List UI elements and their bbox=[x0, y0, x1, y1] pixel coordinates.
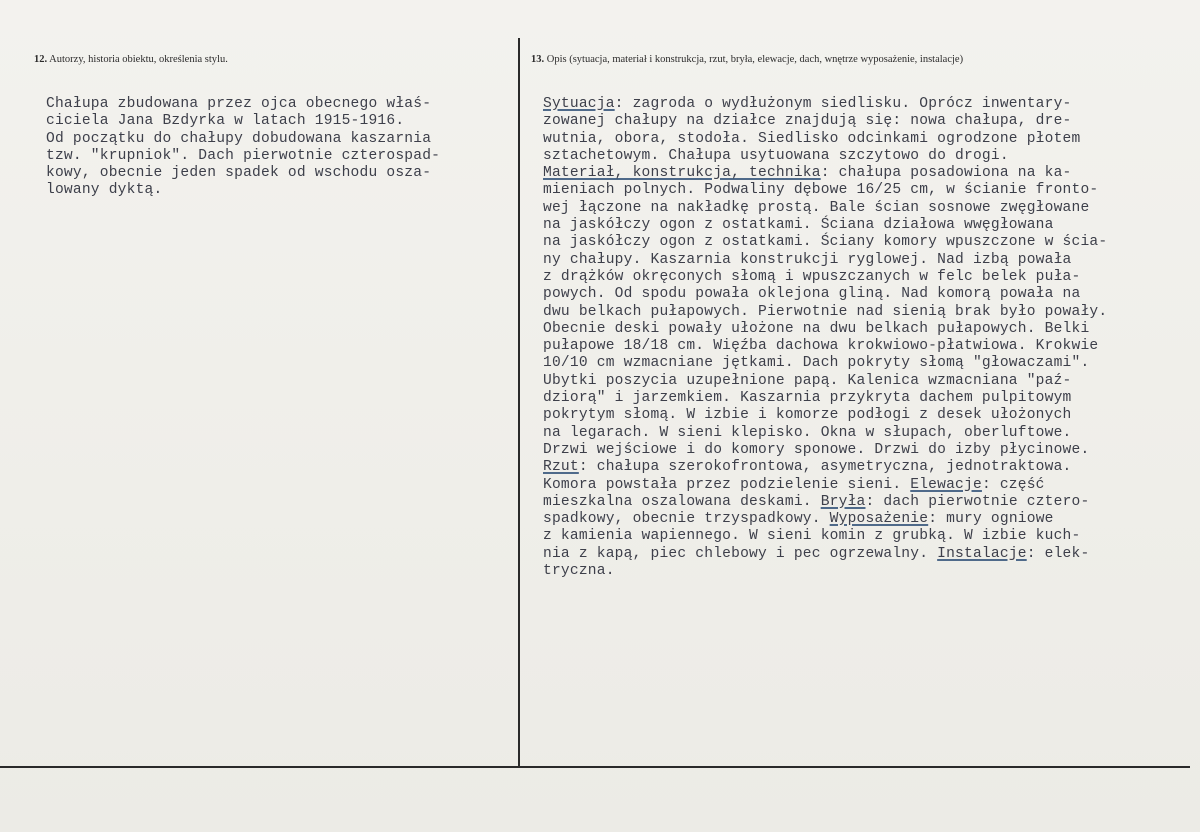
typed-line bbox=[543, 321, 1107, 338]
typed-line bbox=[543, 546, 1107, 563]
underlined-heading: Sytuacja bbox=[543, 96, 615, 112]
text-segment: dziorą" i jarzemkiem. Kaszarnia przykryta dachem pulpitowym bbox=[543, 390, 1072, 407]
section-12-typed-text bbox=[46, 96, 440, 200]
section-13-typed-text bbox=[543, 96, 1107, 580]
text-segment: : mury ogniowe bbox=[928, 511, 1054, 528]
typed-line bbox=[543, 217, 1107, 234]
typed-line bbox=[543, 355, 1107, 372]
typed-line bbox=[543, 148, 1107, 165]
text-segment: Ubytki poszycia uzupełnione papą. Kalenica wzmacniana "paź- bbox=[543, 372, 1072, 389]
text-segment: na jaskółczy ogon z ostatkami. Ściany komory wpuszczone w ścia- bbox=[543, 234, 1108, 251]
typed-line bbox=[543, 234, 1107, 251]
text-segment: spadkowy, obecnie trzyspadkowy. bbox=[543, 511, 830, 528]
typed-line bbox=[543, 304, 1107, 321]
text-segment: : część bbox=[981, 476, 1045, 493]
underlined-heading: Elewacje bbox=[910, 476, 982, 493]
typed-line bbox=[543, 425, 1107, 442]
underlined-heading: Instalacje bbox=[937, 545, 1027, 562]
section-12-title: Autorzy, historia obiektu, określenia stylu. bbox=[49, 54, 228, 65]
column-divider bbox=[518, 38, 520, 768]
bottom-rule bbox=[0, 766, 1190, 768]
typed-line bbox=[543, 563, 1107, 580]
typed-line bbox=[543, 200, 1107, 217]
typed-line bbox=[543, 182, 1107, 199]
typed-line bbox=[543, 528, 1107, 545]
section-13-title: Opis (sytuacja, materiał i konstrukcja, rzut, bryła, elewacje, dach, wnętrze wyposażenie, instalacje) bbox=[546, 54, 964, 65]
text-segment: 10/10 cm wzmacniane jętkami. Dach pokryty słomą "głowaczami". bbox=[543, 355, 1090, 372]
typed-line: tzw. "krupniok". Dach pierwotnie czterospad- bbox=[46, 147, 441, 164]
typed-line: lowany dyktą. bbox=[46, 182, 163, 199]
text-segment: nia z kapą, piec chlebowy i pec ogrzewalny. bbox=[543, 545, 938, 562]
text-segment: pokrytym słomą. W izbie i komorze podłogi z desek ułożonych bbox=[543, 407, 1072, 424]
text-segment: sztachetowym. Chałupa usytuowana szczytowo do drogi. bbox=[543, 147, 1009, 164]
text-segment: na jaskółczy ogon z ostatkami. Ściana działowa wwęgłowana bbox=[543, 217, 1054, 234]
text-segment: wutnia, obora, stodoła. Siedlisko odcinkami ogrodzone płotem bbox=[543, 130, 1081, 147]
typed-line bbox=[543, 442, 1107, 459]
typed-line bbox=[543, 407, 1107, 424]
underlined-heading: Rzut bbox=[543, 459, 579, 476]
text-segment: ny chałupy. Kaszarnia konstrukcji ryglowej. Nad izbą powała bbox=[543, 251, 1072, 268]
text-segment: mieniach polnych. Podwaliny dębowe 16/25 cm, w ścianie fronto- bbox=[543, 182, 1099, 199]
text-segment: : chałupa szerokofrontowa, asymetryczna, jednotraktowa. bbox=[578, 459, 1072, 476]
text-segment: na legarach. W sieni klepisko. Okna w słupach, oberluftowe. bbox=[543, 424, 1072, 441]
text-segment: Komora powstała przez podzielenie sieni. bbox=[543, 476, 911, 493]
typed-line bbox=[543, 459, 1107, 476]
text-segment: powych. Od spodu powała oklejona gliną. Nad komorą powała na bbox=[543, 286, 1081, 303]
text-segment: mieszkalna oszalowana deskami. bbox=[543, 493, 821, 510]
typed-line bbox=[543, 338, 1107, 355]
section-12-header bbox=[34, 54, 228, 65]
text-segment: : zagroda o wydłużonym siedlisku. Oprócz inwentary- bbox=[614, 96, 1072, 112]
text-segment: wej łączone na nakładkę prostą. Bale ścian sosnowe zwęgłowane bbox=[543, 199, 1090, 216]
typed-line bbox=[543, 252, 1107, 269]
section-12-number: 12. bbox=[34, 54, 48, 65]
section-13-number: 13. bbox=[531, 54, 545, 65]
typed-line: ciciela Jana Bzdyrka w latach 1915-1916. bbox=[46, 113, 405, 130]
text-segment: z drążków okręconych słomą i wpuszczanych w felc belek puła- bbox=[543, 268, 1081, 285]
underlined-heading: Wyposażenie bbox=[829, 511, 929, 528]
typed-line: Chałupa zbudowana przez ojca obecnego właś- bbox=[46, 96, 432, 112]
typed-line bbox=[543, 494, 1107, 511]
typed-line bbox=[543, 131, 1107, 148]
text-segment: dwu belkach pułapowych. Pierwotnie nad sienią brak było powały. bbox=[543, 303, 1108, 320]
typed-line bbox=[543, 477, 1107, 494]
underlined-heading: Bryła bbox=[820, 493, 866, 510]
underlined-heading: Materiał, konstrukcja, technika bbox=[543, 165, 821, 182]
typed-line bbox=[543, 373, 1107, 390]
typed-line: Od początku do chałupy dobudowana kaszarnia bbox=[46, 130, 432, 147]
text-segment: Obecnie deski powały ułożone na dwu belkach pułapowych. Belki bbox=[543, 320, 1090, 337]
typed-line bbox=[543, 269, 1107, 286]
typed-line bbox=[543, 96, 1107, 113]
text-segment: z kamienia wapiennego. W sieni komin z grubką. W izbie kuch- bbox=[543, 528, 1081, 545]
typed-line bbox=[543, 511, 1107, 528]
text-segment: : chałupa posadowiona na ka- bbox=[820, 165, 1072, 182]
typed-line bbox=[543, 390, 1107, 407]
text-segment: : dach pierwotnie cztero- bbox=[865, 493, 1090, 510]
typed-line bbox=[543, 113, 1107, 130]
text-segment: tryczna. bbox=[543, 563, 615, 580]
typed-line bbox=[543, 286, 1107, 303]
text-segment: pułapowe 18/18 cm. Więźba dachowa krokwiowo-płatwiowa. Krokwie bbox=[543, 338, 1099, 355]
text-segment: zowanej chałupy na działce znajdują się: nowa chałupa, dre- bbox=[543, 113, 1072, 130]
typed-line bbox=[543, 165, 1107, 182]
section-13-header bbox=[531, 54, 963, 65]
typed-line: kowy, obecnie jeden spadek od wschodu osza- bbox=[46, 165, 432, 182]
text-segment: Drzwi wejściowe i do komory sponowe. Drzwi do izby płycinowe. bbox=[543, 441, 1090, 458]
text-segment: : elek- bbox=[1026, 545, 1090, 562]
